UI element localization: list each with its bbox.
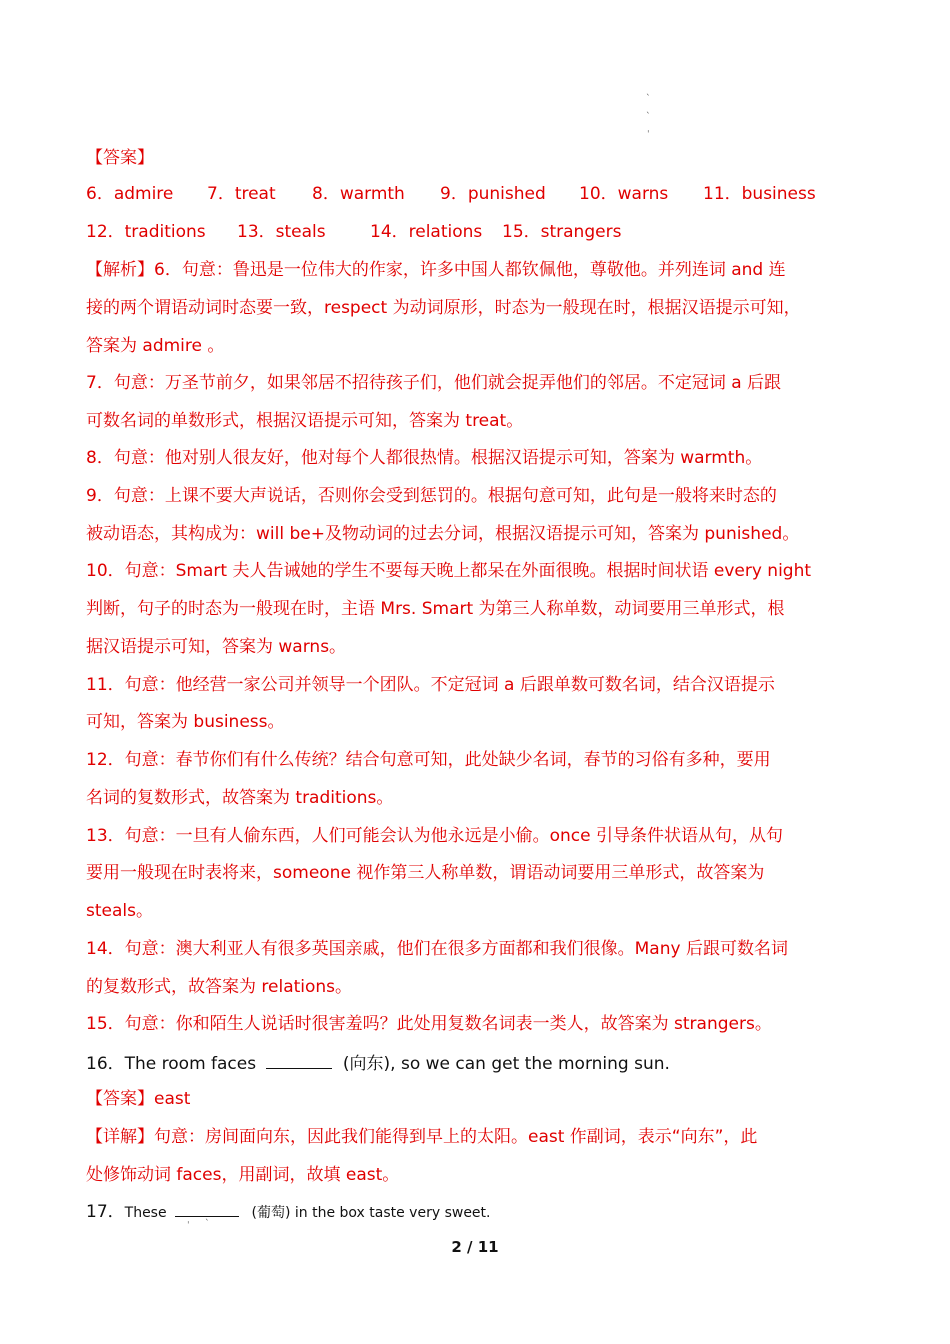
answer-item: 9．punished [440, 184, 546, 204]
explanation-line: 要用一般现在时表将来，someone 视作第三人称单数，谓语动词要用三单形式，故答案为 [86, 863, 765, 883]
explanation-line: 的复数形式，故答案为 relations。 [86, 977, 353, 997]
explanation-line: 9．句意：上课不要大声说话，否则你会受到惩罚的。根据句意可知，此句是一般将来时态的 [86, 486, 777, 506]
answer-item: 8．warmth [312, 184, 405, 204]
answer-blank[interactable] [175, 1200, 239, 1217]
answer-item: 7．treat [207, 184, 276, 204]
answer-item: 14．relations [370, 222, 483, 242]
corner-mark: ˋ [646, 94, 651, 104]
answers-row-2 [86, 220, 621, 244]
answer-blank[interactable] [266, 1050, 332, 1069]
explanation-line: 接的两个谓语动词时态要一致，respect 为动词原形，时态为一般现在时，根据汉语提示可知， [86, 298, 801, 318]
question-16 [86, 1050, 670, 1076]
answer-item: 15．strangers [502, 222, 622, 242]
question-16-detail: 处修饰动词 faces，用副词，故填 east。 [86, 1165, 400, 1185]
explanation-line: 8．句意：他对别人很友好，他对每个人都很热情。根据汉语提示可知，答案为 warmth。 [86, 448, 763, 468]
explanation-line: 可知，答案为 business。 [86, 712, 285, 732]
question-16-suffix: (向东), so we can get the morning sun. [337, 1054, 670, 1074]
explanation-line: 10．句意：Smart 夫人告诫她的学生不要每天晚上都呆在外面很晚。根据时间状语 every night [86, 561, 812, 581]
question-16-answer: 【答案】east [86, 1089, 191, 1109]
page-number: 2 / 11 [451, 1238, 499, 1256]
question-16-detail: 【详解】句意：房间面向东，因此我们能得到早上的太阳。east 作副词，表示“向东”，此 [86, 1127, 758, 1147]
question-17-prefix: These [124, 1205, 172, 1221]
explanation-line: 12．句意：春节你们有什么传统？结合句意可知，此处缺少名词，春节的习俗有多种，要用 [86, 750, 771, 770]
question-17-number: 17． [86, 1202, 125, 1222]
answer-item: 11．business [703, 184, 816, 204]
corner-mark: ˈ [187, 1221, 190, 1231]
question-17-suffix: (葡萄) in the box taste very sweet. [247, 1205, 491, 1221]
explanation-line: steals。 [86, 901, 153, 921]
answer-header: 【答案】 [86, 148, 154, 168]
explanation-line: 名词的复数形式，故答案为 traditions。 [86, 788, 394, 808]
explanation-line: 被动语态，其构成为：will be+及物动词的过去分词，根据汉语提示可知，答案为 punished。 [86, 524, 800, 544]
question-17 [86, 1200, 490, 1225]
explanation-line: 可数名词的单数形式，根据汉语提示可知，答案为 treat。 [86, 411, 524, 431]
answer-item: 12．traditions [86, 222, 206, 242]
corner-mark: ˋ [205, 1219, 210, 1229]
explanation-line: 14．句意：澳大利亚人有很多英国亲戚，他们在很多方面都和我们很像。Many 后跟可数名词 [86, 939, 788, 959]
question-16-prefix: 16．The room faces [86, 1054, 262, 1074]
explanation-line: 11．句意：他经营一家公司并领导一个团队。不定冠词 a 后跟单数可数名词，结合汉语提示 [86, 675, 775, 695]
corner-mark: ˈ [647, 130, 650, 140]
explanation-line: 【解析】6．句意：鲁迅是一位伟大的作家，许多中国人都钦佩他，尊敬他。并列连词 and 连 [86, 260, 786, 280]
answer-item: 6．admire [86, 184, 174, 204]
corner-mark: ˋ [646, 112, 651, 122]
explanation-line: 答案为 admire 。 [86, 336, 225, 356]
explanation-line: 7．句意：万圣节前夕，如果邻居不招待孩子们，他们就会捉弄他们的邻居。不定冠词 a 后跟 [86, 373, 782, 393]
explanation-line: 13．句意：一旦有人偷东西，人们可能会认为他永远是小偷。once 引导条件状语从句，从句 [86, 826, 784, 846]
explanation-line: 据汉语提示可知，答案为 warns。 [86, 637, 347, 657]
explanation-line: 判断，句子的时态为一般现在时，主语 Mrs. Smart 为第三人称单数，动词要用三单形式，根 [86, 599, 785, 619]
explanation-line: 15．句意：你和陌生人说话时很害羞吗？此处用复数名词表一类人，故答案为 strangers。 [86, 1014, 772, 1034]
answers-row-1 [86, 182, 816, 206]
answer-item: 10．warns [579, 184, 669, 204]
answer-item: 13．steals [237, 222, 326, 242]
